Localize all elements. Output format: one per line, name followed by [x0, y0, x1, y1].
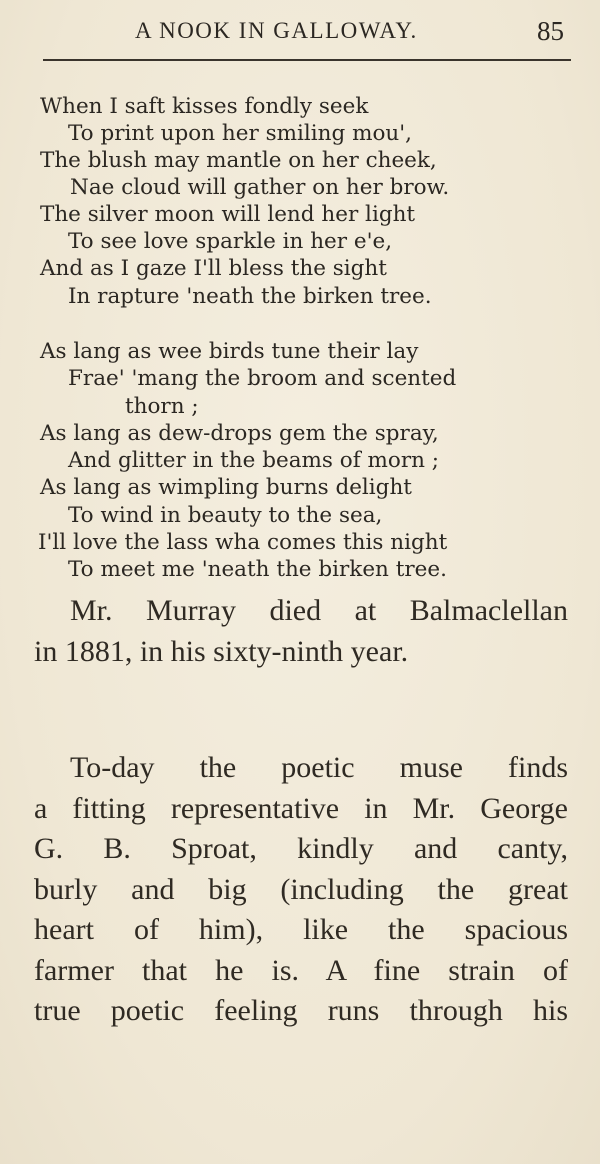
verse-line: To wind in beauty to the sea,: [68, 503, 383, 528]
prose-line: in 1881, in his sixty-ninth year.: [34, 634, 409, 668]
verse-line: Frae' 'mang the broom and scented: [68, 366, 457, 391]
running-title: A NOOK IN GALLOWAY.: [135, 18, 418, 43]
paragraph-sproat: [34, 748, 568, 1032]
verse-line: The silver moon will lend her light: [40, 202, 416, 227]
verse-line: To print upon her smiling mou',: [68, 121, 413, 146]
verse-line: As lang as wimpling burns delight: [40, 475, 412, 500]
verse-line: To meet me 'neath the birken tree.: [68, 557, 447, 582]
verse-line: As lang as wee birds tune their lay: [40, 339, 419, 364]
verse-line: In rapture 'neath the birken tree.: [68, 284, 432, 309]
prose-line: burly and big (including the great: [34, 872, 568, 906]
verse-line: To see love sparkle in her e'e,: [68, 229, 393, 254]
paragraph-death-note: [34, 591, 568, 672]
verse-line: And as I gaze I'll bless the sight: [40, 256, 387, 281]
verse-line: I'll love the lass wha comes this night: [38, 530, 448, 555]
prose-line: G. B. Sproat, kindly and canty,: [34, 832, 568, 865]
verse-line: As lang as dew-drops gem the spray,: [40, 421, 439, 446]
verse-line: When I saft kisses fondly seek: [40, 94, 369, 119]
page-number: 85: [537, 16, 564, 46]
prose-line: Mr. Murray died at Balmaclellan: [70, 594, 568, 627]
verse-line: thorn ;: [125, 394, 199, 419]
verse-line: Nae cloud will gather on her brow.: [70, 175, 450, 200]
verse-line: And glitter in the beams of morn ;: [68, 448, 440, 473]
prose-line: farmer that he is. A fine strain of: [34, 953, 568, 987]
prose-line: To-day the poetic muse finds: [70, 751, 568, 784]
verse-line: The blush may mantle on her cheek,: [40, 148, 437, 173]
prose-line: a fitting representative in Mr. George: [34, 791, 568, 825]
prose-line: heart of him), like the spacious: [34, 913, 568, 946]
header-rule: [43, 59, 571, 61]
prose-line: true poetic feeling runs through his: [34, 994, 568, 1027]
